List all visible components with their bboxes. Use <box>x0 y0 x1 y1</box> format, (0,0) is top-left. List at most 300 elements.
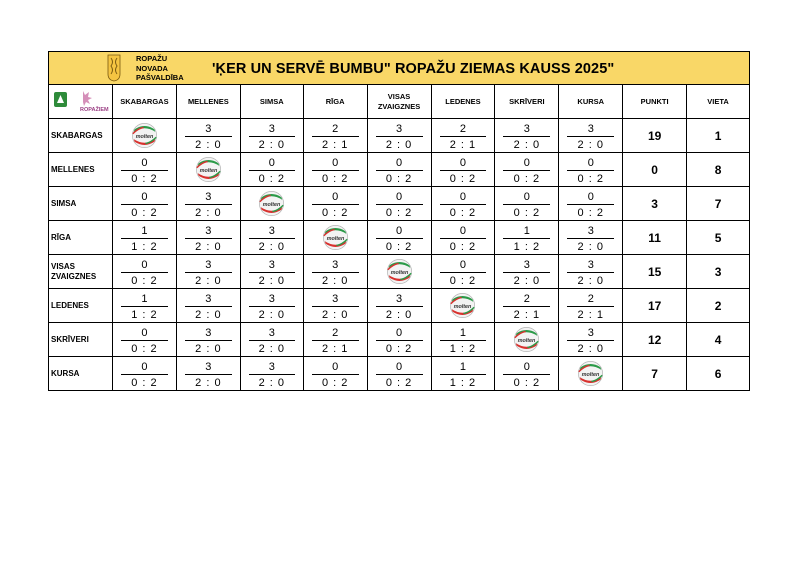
total-points: 15 <box>623 255 687 289</box>
score-divider <box>312 204 359 205</box>
score-divider <box>121 272 168 273</box>
match-result-cell <box>112 221 176 255</box>
match-result-cell <box>367 153 431 187</box>
score-divider <box>121 374 168 375</box>
team-name: SKABARGAS <box>49 119 113 153</box>
match-points: 0 <box>141 259 148 271</box>
final-place: 8 <box>687 153 750 187</box>
set-score: 0 : 2 <box>385 377 413 389</box>
match-points: 0 <box>395 191 403 203</box>
volleyball-icon <box>449 292 476 319</box>
match-result-cell <box>431 323 495 357</box>
match-result-cell <box>367 187 431 221</box>
match-result-cell <box>176 357 240 391</box>
match-points: 3 <box>205 327 212 339</box>
ball-brand: molten <box>262 202 281 209</box>
match-points: 3 <box>395 293 403 305</box>
match-result-cell <box>240 323 303 357</box>
set-score: 2 : 0 <box>258 241 285 253</box>
match-result-cell <box>431 357 495 391</box>
team-row <box>49 221 750 255</box>
set-score: 2 : 0 <box>195 343 222 355</box>
match-points: 0 <box>332 191 339 203</box>
match-result-cell <box>112 323 176 357</box>
match-result-cell <box>176 255 240 289</box>
set-score: 0 : 2 <box>131 377 158 389</box>
self-match-cell <box>559 357 623 391</box>
set-score: 2 : 0 <box>258 377 285 389</box>
match-points: 3 <box>587 327 594 339</box>
match-points: 2 <box>332 123 339 135</box>
header-banner <box>48 51 750 85</box>
set-score: 0 : 2 <box>449 275 477 287</box>
ball-brand: molten <box>135 134 154 141</box>
team-name: KURSA <box>49 357 113 391</box>
match-points: 3 <box>395 123 403 135</box>
team-name: SKRĪVERI <box>49 323 113 357</box>
score-divider <box>376 170 423 171</box>
set-score: 0 : 2 <box>513 173 541 185</box>
score-divider <box>503 170 550 171</box>
volleyball-icon <box>386 258 413 285</box>
score-divider <box>121 170 168 171</box>
match-result-cell <box>495 289 559 323</box>
set-score: 2 : 0 <box>195 207 222 219</box>
org-line-1: ROPAŽU <box>136 54 168 63</box>
score-divider <box>503 136 550 137</box>
set-score: 2 : 0 <box>321 275 349 287</box>
score-divider <box>249 306 295 307</box>
ball-brand: molten <box>390 270 408 277</box>
match-points: 0 <box>141 191 148 203</box>
total-points: 3 <box>623 187 687 221</box>
score-divider <box>121 204 168 205</box>
set-score: 2 : 0 <box>258 275 285 287</box>
final-place: 5 <box>687 221 750 255</box>
team-name: RĪGA <box>49 221 113 255</box>
match-points: 0 <box>523 191 530 203</box>
score-divider <box>312 374 359 375</box>
set-score: 2 : 0 <box>258 139 285 151</box>
set-score: 0 : 2 <box>449 241 477 253</box>
set-score: 0 : 2 <box>321 207 349 219</box>
match-points: 0 <box>332 361 339 373</box>
match-points: 0 <box>395 361 403 373</box>
match-points: 3 <box>332 293 339 305</box>
set-score: 2 : 1 <box>321 343 349 355</box>
match-result-cell <box>112 153 176 187</box>
org-line-3: PAŠVALDĪBA <box>136 73 184 82</box>
score-divider <box>249 238 295 239</box>
match-points: 0 <box>523 361 530 373</box>
match-result-cell <box>176 289 240 323</box>
match-result-cell <box>559 153 623 187</box>
column-header: VIETA <box>687 85 750 119</box>
self-match-cell <box>431 289 495 323</box>
match-points: 2 <box>332 327 339 339</box>
set-score: 1 : 2 <box>513 241 541 253</box>
self-match-cell <box>112 119 176 153</box>
self-match-cell <box>303 221 367 255</box>
self-match-cell <box>495 323 559 357</box>
match-result-cell <box>559 187 623 221</box>
score-divider <box>185 306 232 307</box>
volleyball-icon <box>513 326 540 353</box>
match-result-cell <box>240 221 303 255</box>
column-header: PUNKTI <box>623 85 687 119</box>
set-score: 1 : 2 <box>131 241 158 253</box>
column-header: SKABARGAS <box>112 85 176 119</box>
score-divider <box>376 306 423 307</box>
final-place: 4 <box>687 323 750 357</box>
score-divider <box>440 374 487 375</box>
team-row <box>49 357 750 391</box>
score-divider <box>185 272 232 273</box>
score-divider <box>440 170 487 171</box>
ball-brand: molten <box>518 338 536 345</box>
set-score: 2 : 1 <box>513 309 541 321</box>
match-result-cell <box>303 289 367 323</box>
set-score: 2 : 0 <box>195 275 222 287</box>
match-points: 3 <box>205 225 212 237</box>
tournament-table <box>48 51 750 392</box>
header-row <box>49 85 750 119</box>
municipality-crest-icon <box>107 54 121 82</box>
match-result-cell <box>367 221 431 255</box>
match-result-cell <box>431 221 495 255</box>
team-row <box>49 153 750 187</box>
match-points: 0 <box>141 327 148 339</box>
match-result-cell <box>559 289 623 323</box>
match-points: 3 <box>268 225 275 237</box>
match-points: 0 <box>332 157 339 169</box>
match-result-cell <box>495 187 559 221</box>
score-divider <box>185 136 232 137</box>
match-points: 2 <box>587 293 594 305</box>
set-score: 2 : 0 <box>513 139 541 151</box>
match-result-cell <box>559 323 623 357</box>
match-result-cell <box>367 357 431 391</box>
self-match-cell <box>240 187 303 221</box>
set-score: 0 : 2 <box>385 343 413 355</box>
ropaziem-logo-icon <box>53 87 109 113</box>
set-score: 2 : 0 <box>195 377 222 389</box>
score-divider <box>249 272 295 273</box>
score-divider <box>567 238 614 239</box>
match-points: 3 <box>205 361 212 373</box>
match-points: 1 <box>141 293 148 305</box>
match-result-cell <box>367 119 431 153</box>
match-result-cell <box>240 255 303 289</box>
final-place: 1 <box>687 119 750 153</box>
set-score: 2 : 1 <box>449 139 477 151</box>
team-row <box>49 323 750 357</box>
column-header: SKRĪVERI <box>495 85 559 119</box>
match-points: 3 <box>268 327 275 339</box>
total-points: 7 <box>623 357 687 391</box>
total-points: 11 <box>623 221 687 255</box>
match-points: 3 <box>268 293 275 305</box>
score-divider <box>440 272 487 273</box>
set-score: 2 : 0 <box>513 275 541 287</box>
logo-cell <box>49 85 113 119</box>
match-points: 3 <box>587 123 594 135</box>
team-name: MELLENES <box>49 153 113 187</box>
set-score: 0 : 2 <box>131 275 158 287</box>
set-score: 0 : 2 <box>449 207 477 219</box>
match-points: 3 <box>523 259 530 271</box>
volleyball-icon <box>131 122 158 149</box>
score-divider <box>249 374 295 375</box>
match-result-cell <box>559 221 623 255</box>
ball-brand: molten <box>326 236 344 243</box>
match-points: 0 <box>459 259 467 271</box>
final-place: 7 <box>687 187 750 221</box>
score-divider <box>567 204 614 205</box>
score-divider <box>567 272 614 273</box>
score-divider <box>503 306 550 307</box>
score-divider <box>312 170 359 171</box>
score-divider <box>376 204 423 205</box>
column-header: MELLENES <box>176 85 240 119</box>
set-score: 0 : 2 <box>513 377 541 389</box>
match-points: 0 <box>395 157 403 169</box>
score-divider <box>312 340 359 341</box>
set-score: 2 : 0 <box>577 139 604 151</box>
match-points: 0 <box>141 157 148 169</box>
match-points: 2 <box>523 293 530 305</box>
self-match-cell <box>367 255 431 289</box>
score-divider <box>567 136 614 137</box>
score-divider <box>185 374 232 375</box>
score-divider <box>121 238 168 239</box>
match-result-cell <box>559 255 623 289</box>
set-score: 1 : 2 <box>449 343 477 355</box>
set-score: 2 : 0 <box>321 309 349 321</box>
match-points: 3 <box>332 259 339 271</box>
match-points: 3 <box>268 123 275 135</box>
match-result-cell <box>176 187 240 221</box>
ball-brand: molten <box>454 304 472 311</box>
score-divider <box>121 340 168 341</box>
match-result-cell <box>112 255 176 289</box>
score-divider <box>440 238 487 239</box>
match-result-cell <box>303 153 367 187</box>
total-points: 12 <box>623 323 687 357</box>
match-result-cell <box>303 357 367 391</box>
set-score: 0 : 2 <box>449 173 477 185</box>
match-result-cell <box>431 119 495 153</box>
score-divider <box>185 340 232 341</box>
ball-brand: molten <box>581 372 600 379</box>
score-divider <box>249 170 295 171</box>
match-points: 0 <box>395 225 403 237</box>
score-divider <box>567 306 614 307</box>
match-points: 0 <box>587 191 594 203</box>
org-line-2: NOVADA <box>136 63 168 73</box>
volleyball-icon <box>577 360 604 387</box>
score-divider <box>376 136 423 137</box>
score-divider <box>440 204 487 205</box>
set-score: 2 : 0 <box>195 139 222 151</box>
score-divider <box>185 238 232 239</box>
score-divider <box>185 204 232 205</box>
match-result-cell <box>240 119 303 153</box>
score-divider <box>503 272 550 273</box>
set-score: 2 : 0 <box>258 309 285 321</box>
score-divider <box>312 136 359 137</box>
match-result-cell <box>495 255 559 289</box>
match-result-cell <box>367 289 431 323</box>
match-result-cell <box>431 187 495 221</box>
match-points: 3 <box>268 259 275 271</box>
set-score: 0 : 2 <box>513 207 541 219</box>
match-result-cell <box>240 289 303 323</box>
set-score: 0 : 2 <box>385 207 413 219</box>
final-place: 3 <box>687 255 750 289</box>
column-header: VISAS ZVAIGZNES <box>367 85 431 119</box>
set-score: 2 : 0 <box>577 343 604 355</box>
set-score: 0 : 2 <box>577 173 604 185</box>
match-points: 3 <box>205 191 212 203</box>
final-place: 2 <box>687 289 750 323</box>
match-result-cell <box>495 221 559 255</box>
set-score: 0 : 2 <box>385 173 413 185</box>
score-divider <box>376 238 423 239</box>
match-points: 0 <box>395 327 403 339</box>
match-points: 3 <box>205 293 212 305</box>
set-score: 2 : 1 <box>577 309 604 321</box>
score-divider <box>312 306 359 307</box>
set-score: 0 : 2 <box>131 207 158 219</box>
set-score: 0 : 2 <box>385 241 413 253</box>
set-score: 0 : 2 <box>258 173 285 185</box>
column-header: LEDENES <box>431 85 495 119</box>
score-divider <box>567 340 614 341</box>
match-points: 0 <box>459 191 467 203</box>
score-divider <box>249 340 295 341</box>
logo-text: ROPAŽIEM <box>80 107 109 113</box>
match-points: 0 <box>141 361 148 373</box>
total-points: 0 <box>623 153 687 187</box>
score-divider <box>503 374 550 375</box>
final-place: 6 <box>687 357 750 391</box>
match-points: 3 <box>523 123 530 135</box>
municipality-name <box>136 54 184 83</box>
match-result-cell <box>112 357 176 391</box>
column-header: SIMSA <box>240 85 303 119</box>
score-divider <box>503 204 550 205</box>
match-result-cell <box>240 357 303 391</box>
column-header: RĪGA <box>303 85 367 119</box>
match-result-cell <box>495 119 559 153</box>
team-row <box>49 255 750 289</box>
match-points: 1 <box>141 225 148 237</box>
match-points: 3 <box>268 361 275 373</box>
match-points: 2 <box>459 123 467 135</box>
match-result-cell <box>112 289 176 323</box>
match-result-cell <box>495 153 559 187</box>
set-score: 2 : 0 <box>577 275 604 287</box>
match-points: 1 <box>459 361 467 373</box>
team-name: LEDENES <box>49 289 113 323</box>
match-points: 0 <box>459 157 467 169</box>
match-points: 0 <box>268 157 275 169</box>
set-score: 0 : 2 <box>321 173 349 185</box>
column-header: KURSA <box>559 85 623 119</box>
score-divider <box>503 238 550 239</box>
total-points: 19 <box>623 119 687 153</box>
match-points: 0 <box>523 157 530 169</box>
match-points: 3 <box>205 259 212 271</box>
ball-brand: molten <box>199 168 218 175</box>
team-name: VISAS ZVAIGZNES <box>49 255 113 289</box>
volleyball-icon <box>195 156 222 183</box>
team-row <box>49 187 750 221</box>
set-score: 0 : 2 <box>577 207 604 219</box>
match-result-cell <box>176 221 240 255</box>
total-points: 17 <box>623 289 687 323</box>
volleyball-icon <box>258 190 285 217</box>
set-score: 1 : 2 <box>131 309 158 321</box>
set-score: 2 : 0 <box>385 139 413 151</box>
score-divider <box>567 170 614 171</box>
set-score: 2 : 0 <box>385 309 413 321</box>
score-divider <box>440 340 487 341</box>
volleyball-icon <box>322 224 349 251</box>
score-divider <box>376 374 423 375</box>
score-divider <box>440 136 487 137</box>
match-result-cell <box>112 187 176 221</box>
results-grid <box>48 84 750 391</box>
match-result-cell <box>431 153 495 187</box>
match-points: 0 <box>587 157 594 169</box>
set-score: 2 : 1 <box>321 139 349 151</box>
score-divider <box>121 306 168 307</box>
match-result-cell <box>495 357 559 391</box>
match-points: 1 <box>459 327 467 339</box>
match-points: 1 <box>523 225 530 237</box>
match-result-cell <box>367 323 431 357</box>
match-result-cell <box>240 153 303 187</box>
match-result-cell <box>176 323 240 357</box>
match-result-cell <box>303 255 367 289</box>
set-score: 1 : 2 <box>449 377 477 389</box>
set-score: 2 : 0 <box>577 241 604 253</box>
set-score: 0 : 2 <box>131 173 158 185</box>
match-result-cell <box>431 255 495 289</box>
match-result-cell <box>303 187 367 221</box>
set-score: 2 : 0 <box>195 241 222 253</box>
match-result-cell <box>303 119 367 153</box>
score-divider <box>312 272 359 273</box>
team-row <box>49 289 750 323</box>
match-result-cell <box>303 323 367 357</box>
set-score: 0 : 2 <box>131 343 158 355</box>
match-result-cell <box>559 119 623 153</box>
page-title: 'ĶER UN SERVĒ BUMBU" ROPAŽU ZIEMAS KAUSS 2025" <box>212 61 615 77</box>
team-name: SIMSA <box>49 187 113 221</box>
team-row <box>49 119 750 153</box>
set-score: 2 : 0 <box>195 309 222 321</box>
self-match-cell <box>176 153 240 187</box>
score-divider <box>376 340 423 341</box>
set-score: 2 : 0 <box>258 343 285 355</box>
set-score: 0 : 2 <box>321 377 349 389</box>
match-points: 3 <box>587 225 594 237</box>
match-points: 0 <box>459 225 467 237</box>
match-points: 3 <box>205 123 212 135</box>
